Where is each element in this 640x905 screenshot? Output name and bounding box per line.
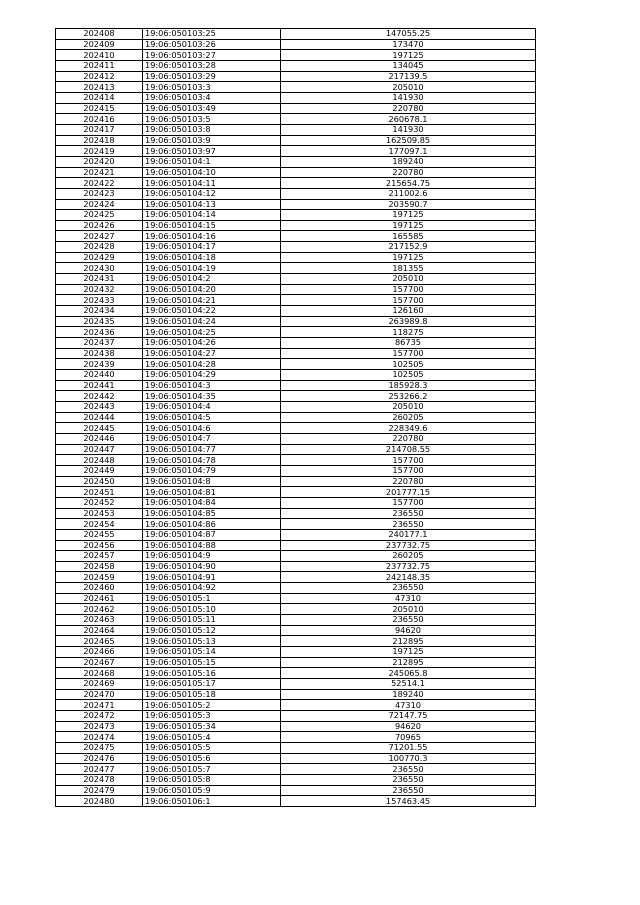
amount-cell: 162509.85 bbox=[281, 135, 536, 146]
table-row bbox=[56, 242, 536, 253]
table-row bbox=[56, 156, 536, 167]
amount-cell: 242148.35 bbox=[281, 572, 536, 583]
row-number-cell: 202449 bbox=[56, 465, 143, 476]
table-row bbox=[56, 29, 536, 40]
row-number-cell: 202473 bbox=[56, 721, 143, 732]
amount-cell: 212895 bbox=[281, 636, 536, 647]
amount-cell: 173470 bbox=[281, 39, 536, 50]
row-number-cell: 202477 bbox=[56, 764, 143, 775]
amount-cell: 220780 bbox=[281, 476, 536, 487]
table-row bbox=[56, 519, 536, 530]
row-number-cell: 202468 bbox=[56, 668, 143, 679]
table-row bbox=[56, 188, 536, 199]
cadastral-number-cell: 19:06:050105:34 bbox=[143, 721, 281, 732]
cadastral-number-cell: 19:06:050104:21 bbox=[143, 295, 281, 306]
row-number-cell: 202410 bbox=[56, 50, 143, 61]
cadastral-number-cell: 19:06:050104:87 bbox=[143, 529, 281, 540]
table-row bbox=[56, 220, 536, 231]
row-number-cell: 202478 bbox=[56, 774, 143, 785]
cadastral-number-cell: 19:06:050104:29 bbox=[143, 370, 281, 381]
cadastral-number-cell: 19:06:050105:2 bbox=[143, 700, 281, 711]
row-number-cell: 202443 bbox=[56, 401, 143, 412]
table-row bbox=[56, 316, 536, 327]
row-number-cell: 202431 bbox=[56, 274, 143, 285]
amount-cell: 47310 bbox=[281, 700, 536, 711]
cadastral-number-cell: 19:06:050105:17 bbox=[143, 679, 281, 690]
amount-cell: 47310 bbox=[281, 593, 536, 604]
amount-cell: 212895 bbox=[281, 657, 536, 668]
table-row bbox=[56, 444, 536, 455]
table-row bbox=[56, 401, 536, 412]
cadastral-number-cell: 19:06:050105:13 bbox=[143, 636, 281, 647]
row-number-cell: 202433 bbox=[56, 295, 143, 306]
row-number-cell: 202455 bbox=[56, 529, 143, 540]
cadastral-number-cell: 19:06:050103:4 bbox=[143, 92, 281, 103]
cadastral-number-cell: 19:06:050104:25 bbox=[143, 327, 281, 338]
cadastral-number-cell: 19:06:050105:10 bbox=[143, 604, 281, 615]
row-number-cell: 202424 bbox=[56, 199, 143, 210]
amount-cell: 236550 bbox=[281, 508, 536, 519]
amount-cell: 102505 bbox=[281, 370, 536, 381]
cadastral-number-cell: 19:06:050104:79 bbox=[143, 465, 281, 476]
cadastral-number-cell: 19:06:050103:27 bbox=[143, 50, 281, 61]
cadastral-number-cell: 19:06:050103:29 bbox=[143, 71, 281, 82]
row-number-cell: 202432 bbox=[56, 284, 143, 295]
cadastral-number-cell: 19:06:050104:10 bbox=[143, 167, 281, 178]
amount-cell: 185928.3 bbox=[281, 380, 536, 391]
amount-cell: 94620 bbox=[281, 721, 536, 732]
table-row bbox=[56, 742, 536, 753]
cadastral-number-cell: 19:06:050105:11 bbox=[143, 615, 281, 626]
row-number-cell: 202453 bbox=[56, 508, 143, 519]
row-number-cell: 202474 bbox=[56, 732, 143, 743]
cadastral-number-cell: 19:06:050104:90 bbox=[143, 561, 281, 572]
amount-cell: 215654.75 bbox=[281, 178, 536, 189]
cadastral-number-cell: 19:06:050103:9 bbox=[143, 135, 281, 146]
table-row bbox=[56, 423, 536, 434]
cadastral-number-cell: 19:06:050104:84 bbox=[143, 497, 281, 508]
cadastral-number-cell: 19:06:050104:13 bbox=[143, 199, 281, 210]
table-row bbox=[56, 700, 536, 711]
cadastral-number-cell: 19:06:050103:26 bbox=[143, 39, 281, 50]
table-row bbox=[56, 263, 536, 274]
table-row bbox=[56, 732, 536, 743]
amount-cell: 205010 bbox=[281, 604, 536, 615]
row-number-cell: 202459 bbox=[56, 572, 143, 583]
row-number-cell: 202444 bbox=[56, 412, 143, 423]
cadastral-number-cell: 19:06:050104:18 bbox=[143, 252, 281, 263]
row-number-cell: 202456 bbox=[56, 540, 143, 551]
row-number-cell: 202428 bbox=[56, 242, 143, 253]
amount-cell: 205010 bbox=[281, 401, 536, 412]
table-row bbox=[56, 572, 536, 583]
amount-cell: 177097.1 bbox=[281, 146, 536, 157]
cadastral-number-cell: 19:06:050104:26 bbox=[143, 338, 281, 349]
cadastral-number-cell: 19:06:050104:28 bbox=[143, 359, 281, 370]
amount-cell: 240177.1 bbox=[281, 529, 536, 540]
amount-cell: 189240 bbox=[281, 156, 536, 167]
row-number-cell: 202445 bbox=[56, 423, 143, 434]
table-row bbox=[56, 231, 536, 242]
row-number-cell: 202462 bbox=[56, 604, 143, 615]
table-row bbox=[56, 252, 536, 263]
cadastral-number-cell: 19:06:050104:12 bbox=[143, 188, 281, 199]
row-number-cell: 202472 bbox=[56, 711, 143, 722]
row-number-cell: 202457 bbox=[56, 551, 143, 562]
cadastral-number-cell: 19:06:050103:25 bbox=[143, 29, 281, 40]
row-number-cell: 202418 bbox=[56, 135, 143, 146]
cadastral-number-cell: 19:06:050104:5 bbox=[143, 412, 281, 423]
row-number-cell: 202452 bbox=[56, 497, 143, 508]
row-number-cell: 202422 bbox=[56, 178, 143, 189]
row-number-cell: 202436 bbox=[56, 327, 143, 338]
table-row bbox=[56, 295, 536, 306]
row-number-cell: 202420 bbox=[56, 156, 143, 167]
table-row bbox=[56, 124, 536, 135]
amount-cell: 260678.1 bbox=[281, 114, 536, 125]
row-number-cell: 202470 bbox=[56, 689, 143, 700]
amount-cell: 236550 bbox=[281, 774, 536, 785]
amount-cell: 52514.1 bbox=[281, 679, 536, 690]
row-number-cell: 202451 bbox=[56, 487, 143, 498]
amount-cell: 71201.55 bbox=[281, 742, 536, 753]
row-number-cell: 202450 bbox=[56, 476, 143, 487]
row-number-cell: 202447 bbox=[56, 444, 143, 455]
table-row bbox=[56, 60, 536, 71]
amount-cell: 157700 bbox=[281, 497, 536, 508]
amount-cell: 157700 bbox=[281, 284, 536, 295]
table-row bbox=[56, 50, 536, 61]
amount-cell: 220780 bbox=[281, 103, 536, 114]
cadastral-number-cell: 19:06:050105:16 bbox=[143, 668, 281, 679]
table-row bbox=[56, 103, 536, 114]
row-number-cell: 202480 bbox=[56, 796, 143, 807]
table-row bbox=[56, 583, 536, 594]
row-number-cell: 202413 bbox=[56, 82, 143, 93]
row-number-cell: 202412 bbox=[56, 71, 143, 82]
amount-cell: 70965 bbox=[281, 732, 536, 743]
row-number-cell: 202442 bbox=[56, 391, 143, 402]
cadastral-number-cell: 19:06:050104:77 bbox=[143, 444, 281, 455]
table-body bbox=[56, 29, 536, 807]
cadastral-number-cell: 19:06:050105:1 bbox=[143, 593, 281, 604]
cadastral-number-cell: 19:06:050104:14 bbox=[143, 210, 281, 221]
data-table bbox=[55, 28, 536, 807]
cadastral-number-cell: 19:06:050104:27 bbox=[143, 348, 281, 359]
table-row bbox=[56, 785, 536, 796]
table-row bbox=[56, 540, 536, 551]
row-number-cell: 202441 bbox=[56, 380, 143, 391]
row-number-cell: 202464 bbox=[56, 625, 143, 636]
cadastral-number-cell: 19:06:050104:20 bbox=[143, 284, 281, 295]
table-row bbox=[56, 689, 536, 700]
table-row bbox=[56, 71, 536, 82]
row-number-cell: 202465 bbox=[56, 636, 143, 647]
table-row bbox=[56, 327, 536, 338]
cadastral-number-cell: 19:06:050104:9 bbox=[143, 551, 281, 562]
cadastral-number-cell: 19:06:050104:16 bbox=[143, 231, 281, 242]
amount-cell: 141930 bbox=[281, 92, 536, 103]
cadastral-number-cell: 19:06:050105:8 bbox=[143, 774, 281, 785]
amount-cell: 118275 bbox=[281, 327, 536, 338]
row-number-cell: 202429 bbox=[56, 252, 143, 263]
row-number-cell: 202415 bbox=[56, 103, 143, 114]
amount-cell: 100770.3 bbox=[281, 753, 536, 764]
table-row bbox=[56, 370, 536, 381]
row-number-cell: 202409 bbox=[56, 39, 143, 50]
table-row bbox=[56, 455, 536, 466]
amount-cell: 141930 bbox=[281, 124, 536, 135]
table-row bbox=[56, 497, 536, 508]
table-row bbox=[56, 306, 536, 317]
amount-cell: 72147.75 bbox=[281, 711, 536, 722]
cadastral-number-cell: 19:06:050104:81 bbox=[143, 487, 281, 498]
amount-cell: 228349.6 bbox=[281, 423, 536, 434]
cadastral-number-cell: 19:06:050104:7 bbox=[143, 433, 281, 444]
table-row bbox=[56, 465, 536, 476]
table-row bbox=[56, 721, 536, 732]
amount-cell: 189240 bbox=[281, 689, 536, 700]
amount-cell: 263989.8 bbox=[281, 316, 536, 327]
row-number-cell: 202434 bbox=[56, 306, 143, 317]
amount-cell: 236550 bbox=[281, 785, 536, 796]
row-number-cell: 202463 bbox=[56, 615, 143, 626]
cadastral-number-cell: 19:06:050104:85 bbox=[143, 508, 281, 519]
cadastral-number-cell: 19:06:050105:3 bbox=[143, 711, 281, 722]
amount-cell: 157463.45 bbox=[281, 796, 536, 807]
table-row bbox=[56, 178, 536, 189]
cadastral-number-cell: 19:06:050103:5 bbox=[143, 114, 281, 125]
amount-cell: 211002.6 bbox=[281, 188, 536, 199]
table-row bbox=[56, 135, 536, 146]
amount-cell: 237732.75 bbox=[281, 561, 536, 572]
table-row bbox=[56, 615, 536, 626]
cadastral-number-cell: 19:06:050104:22 bbox=[143, 306, 281, 317]
row-number-cell: 202467 bbox=[56, 657, 143, 668]
amount-cell: 147055.25 bbox=[281, 29, 536, 40]
amount-cell: 94620 bbox=[281, 625, 536, 636]
cadastral-number-cell: 19:06:050104:78 bbox=[143, 455, 281, 466]
table-row bbox=[56, 593, 536, 604]
amount-cell: 253266.2 bbox=[281, 391, 536, 402]
cadastral-number-cell: 19:06:050105:5 bbox=[143, 742, 281, 753]
cadastral-number-cell: 19:06:050104:19 bbox=[143, 263, 281, 274]
amount-cell: 245065.8 bbox=[281, 668, 536, 679]
amount-cell: 214708.55 bbox=[281, 444, 536, 455]
cadastral-number-cell: 19:06:050104:1 bbox=[143, 156, 281, 167]
table-row bbox=[56, 529, 536, 540]
amount-cell: 203590.7 bbox=[281, 199, 536, 210]
table-row bbox=[56, 551, 536, 562]
table-row bbox=[56, 359, 536, 370]
cadastral-number-cell: 19:06:050104:15 bbox=[143, 220, 281, 231]
table-row bbox=[56, 647, 536, 658]
amount-cell: 86735 bbox=[281, 338, 536, 349]
amount-cell: 197125 bbox=[281, 220, 536, 231]
amount-cell: 165585 bbox=[281, 231, 536, 242]
amount-cell: 197125 bbox=[281, 647, 536, 658]
table-row bbox=[56, 274, 536, 285]
table-row bbox=[56, 508, 536, 519]
table-row bbox=[56, 284, 536, 295]
row-number-cell: 202479 bbox=[56, 785, 143, 796]
cadastral-number-cell: 19:06:050104:24 bbox=[143, 316, 281, 327]
cadastral-number-cell: 19:06:050104:8 bbox=[143, 476, 281, 487]
cadastral-number-cell: 19:06:050103:8 bbox=[143, 124, 281, 135]
amount-cell: 197125 bbox=[281, 252, 536, 263]
table-row bbox=[56, 380, 536, 391]
row-number-cell: 202471 bbox=[56, 700, 143, 711]
table-row bbox=[56, 764, 536, 775]
table-row bbox=[56, 82, 536, 93]
amount-cell: 260205 bbox=[281, 412, 536, 423]
table-row bbox=[56, 711, 536, 722]
table-row bbox=[56, 774, 536, 785]
table-row bbox=[56, 625, 536, 636]
table-row bbox=[56, 199, 536, 210]
amount-cell: 201777.15 bbox=[281, 487, 536, 498]
row-number-cell: 202466 bbox=[56, 647, 143, 658]
row-number-cell: 202417 bbox=[56, 124, 143, 135]
amount-cell: 236550 bbox=[281, 583, 536, 594]
row-number-cell: 202440 bbox=[56, 370, 143, 381]
row-number-cell: 202421 bbox=[56, 167, 143, 178]
table-row bbox=[56, 391, 536, 402]
table-row bbox=[56, 604, 536, 615]
amount-cell: 205010 bbox=[281, 82, 536, 93]
table-row bbox=[56, 433, 536, 444]
row-number-cell: 202437 bbox=[56, 338, 143, 349]
amount-cell: 197125 bbox=[281, 210, 536, 221]
row-number-cell: 202458 bbox=[56, 561, 143, 572]
table-row bbox=[56, 114, 536, 125]
row-number-cell: 202414 bbox=[56, 92, 143, 103]
amount-cell: 220780 bbox=[281, 167, 536, 178]
cadastral-number-cell: 19:06:050105:9 bbox=[143, 785, 281, 796]
table-row bbox=[56, 348, 536, 359]
amount-cell: 260205 bbox=[281, 551, 536, 562]
cadastral-number-cell: 19:06:050103:3 bbox=[143, 82, 281, 93]
table-row bbox=[56, 92, 536, 103]
row-number-cell: 202475 bbox=[56, 742, 143, 753]
row-number-cell: 202411 bbox=[56, 60, 143, 71]
cadastral-number-cell: 19:06:050105:6 bbox=[143, 753, 281, 764]
cadastral-number-cell: 19:06:050104:35 bbox=[143, 391, 281, 402]
amount-cell: 236550 bbox=[281, 615, 536, 626]
amount-cell: 134045 bbox=[281, 60, 536, 71]
cadastral-number-cell: 19:06:050106:1 bbox=[143, 796, 281, 807]
amount-cell: 157700 bbox=[281, 295, 536, 306]
row-number-cell: 202430 bbox=[56, 263, 143, 274]
row-number-cell: 202423 bbox=[56, 188, 143, 199]
cadastral-number-cell: 19:06:050104:17 bbox=[143, 242, 281, 253]
amount-cell: 205010 bbox=[281, 274, 536, 285]
row-number-cell: 202460 bbox=[56, 583, 143, 594]
cadastral-number-cell: 19:06:050105:14 bbox=[143, 647, 281, 658]
amount-cell: 217152.9 bbox=[281, 242, 536, 253]
row-number-cell: 202438 bbox=[56, 348, 143, 359]
table-row bbox=[56, 487, 536, 498]
amount-cell: 181355 bbox=[281, 263, 536, 274]
amount-cell: 157700 bbox=[281, 465, 536, 476]
table-row bbox=[56, 210, 536, 221]
row-number-cell: 202439 bbox=[56, 359, 143, 370]
cadastral-number-cell: 19:06:050104:3 bbox=[143, 380, 281, 391]
row-number-cell: 202446 bbox=[56, 433, 143, 444]
row-number-cell: 202435 bbox=[56, 316, 143, 327]
table-row bbox=[56, 338, 536, 349]
cadastral-number-cell: 19:06:050104:11 bbox=[143, 178, 281, 189]
row-number-cell: 202416 bbox=[56, 114, 143, 125]
cadastral-number-cell: 19:06:050105:12 bbox=[143, 625, 281, 636]
amount-cell: 236550 bbox=[281, 519, 536, 530]
table-row bbox=[56, 636, 536, 647]
table-row bbox=[56, 796, 536, 807]
row-number-cell: 202469 bbox=[56, 679, 143, 690]
cadastral-number-cell: 19:06:050104:86 bbox=[143, 519, 281, 530]
cadastral-number-cell: 19:06:050103:49 bbox=[143, 103, 281, 114]
row-number-cell: 202427 bbox=[56, 231, 143, 242]
row-number-cell: 202426 bbox=[56, 220, 143, 231]
amount-cell: 157700 bbox=[281, 348, 536, 359]
row-number-cell: 202408 bbox=[56, 29, 143, 40]
row-number-cell: 202476 bbox=[56, 753, 143, 764]
amount-cell: 102505 bbox=[281, 359, 536, 370]
amount-cell: 126160 bbox=[281, 306, 536, 317]
row-number-cell: 202461 bbox=[56, 593, 143, 604]
cadastral-number-cell: 19:06:050105:7 bbox=[143, 764, 281, 775]
table-row bbox=[56, 412, 536, 423]
amount-cell: 236550 bbox=[281, 764, 536, 775]
table-row bbox=[56, 167, 536, 178]
cadastral-number-cell: 19:06:050103:97 bbox=[143, 146, 281, 157]
cadastral-number-cell: 19:06:050105:15 bbox=[143, 657, 281, 668]
cadastral-number-cell: 19:06:050103:28 bbox=[143, 60, 281, 71]
cadastral-number-cell: 19:06:050104:6 bbox=[143, 423, 281, 434]
row-number-cell: 202448 bbox=[56, 455, 143, 466]
row-number-cell: 202419 bbox=[56, 146, 143, 157]
table-row bbox=[56, 476, 536, 487]
table-row bbox=[56, 561, 536, 572]
amount-cell: 220780 bbox=[281, 433, 536, 444]
table-row bbox=[56, 146, 536, 157]
table-row bbox=[56, 753, 536, 764]
amount-cell: 197125 bbox=[281, 50, 536, 61]
table-row bbox=[56, 39, 536, 50]
amount-cell: 217139.5 bbox=[281, 71, 536, 82]
cadastral-number-cell: 19:06:050104:4 bbox=[143, 401, 281, 412]
amount-cell: 157700 bbox=[281, 455, 536, 466]
row-number-cell: 202425 bbox=[56, 210, 143, 221]
table-row bbox=[56, 668, 536, 679]
cadastral-number-cell: 19:06:050104:91 bbox=[143, 572, 281, 583]
cadastral-number-cell: 19:06:050104:88 bbox=[143, 540, 281, 551]
amount-cell: 237732.75 bbox=[281, 540, 536, 551]
row-number-cell: 202454 bbox=[56, 519, 143, 530]
cadastral-number-cell: 19:06:050105:18 bbox=[143, 689, 281, 700]
table-row bbox=[56, 657, 536, 668]
cadastral-number-cell: 19:06:050104:2 bbox=[143, 274, 281, 285]
cadastral-number-cell: 19:06:050105:4 bbox=[143, 732, 281, 743]
cadastral-number-cell: 19:06:050104:92 bbox=[143, 583, 281, 594]
table-row bbox=[56, 679, 536, 690]
